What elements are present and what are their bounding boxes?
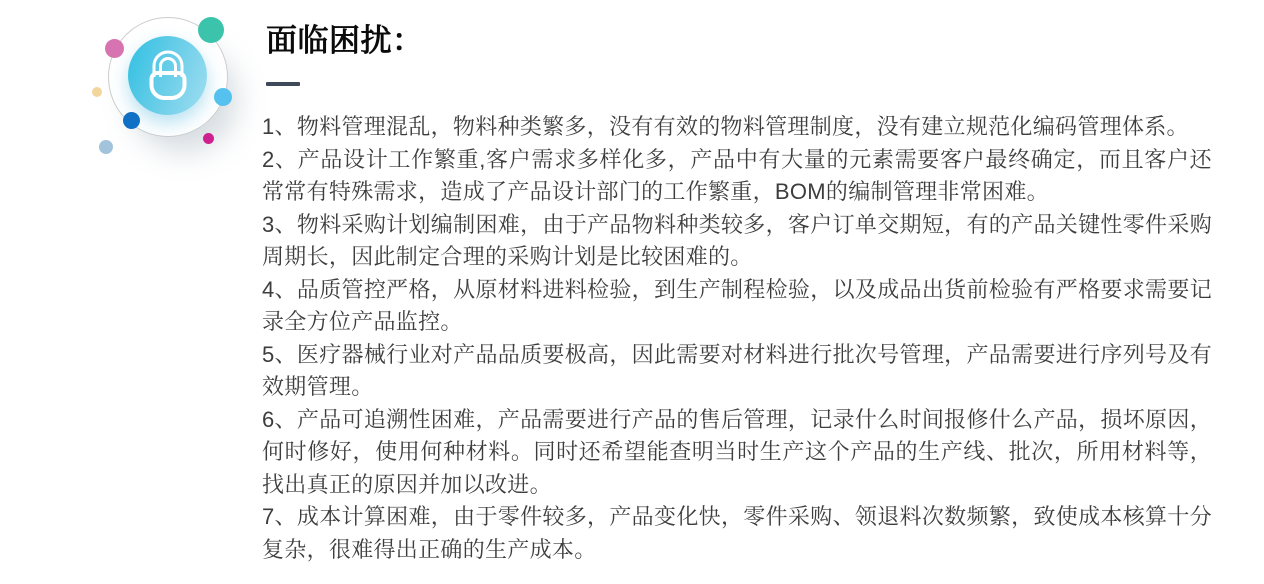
problem-item-4: 4、品质管控严格，从原材料进料检验，到生产制程检验，以及成品出货前检验有严格要求需要记录全方位产品监控。 — [262, 276, 1212, 334]
problem-item-2: 2、产品设计工作繁重,客户需求多样化多，产品中有大量的元素需要客户最终确定，而且客户还常常有特殊需求，造成了产品设计部门的工作繁重，BOM的编制管理非常困难。 — [262, 146, 1212, 204]
problem-item-7: 7、成本计算困难，由于零件较多，产品变化快，零件采购、领退料次数频繁，致使成本核算十分复杂，很难得出正确的生产成本。 — [262, 504, 1212, 562]
lock-icon — [149, 50, 186, 100]
magenta-dot — [203, 133, 214, 144]
problem-item-1: 1、物料管理混乱，物料种类繁多，没有有效的物料管理制度，没有建立规范化编码管理体系。 — [262, 114, 1189, 139]
problem-item-5: 5、医疗器械行业对产品品质要极高，因此需要对材料进行批次号管理，产品需要进行序列号及有效期管理。 — [262, 341, 1212, 399]
sky-blue-dot — [214, 88, 232, 106]
teal-dot — [198, 17, 224, 43]
title-underline — [266, 82, 300, 86]
lock-badge-graphic — [0, 0, 260, 180]
problem-list — [262, 111, 1212, 566]
lock-circle — [128, 36, 207, 115]
problem-item-6: 6、产品可追溯性困难，产品需要进行产品的售后管理，记录什么时间报修什么产品，损坏原因，何时修好，使用何种材料。同时还希望能查明当时生产这个产品的生产线、批次，所用材料等，找出真正的原因并加以改进。 — [262, 406, 1212, 497]
cream-dot — [92, 87, 102, 97]
dark-blue-dot — [123, 112, 140, 129]
problem-item-3: 3、物料采购计划编制困难，由于产品物料种类较多，客户订单交期短，有的产品关键性零件采购周期长，因此制定合理的采购计划是比较困难的。 — [262, 211, 1212, 269]
section-title: 面临困扰： — [266, 23, 424, 58]
steel-blue-dot — [99, 140, 113, 154]
pink-dot — [105, 39, 124, 58]
